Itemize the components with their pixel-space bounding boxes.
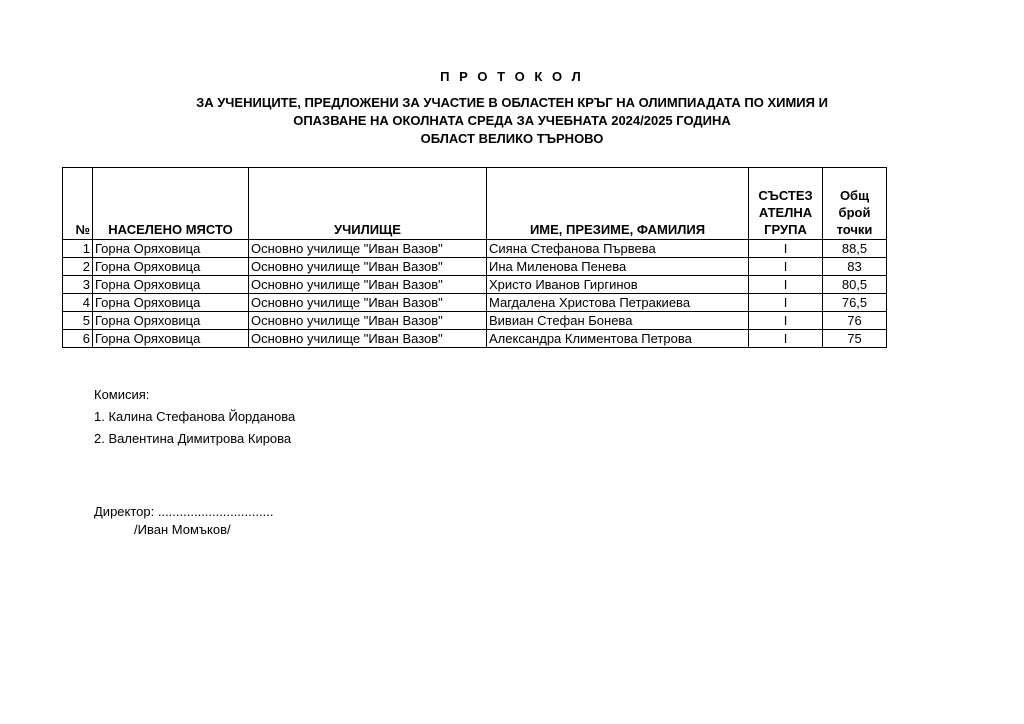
cell-name: Магдалена Христова Петракиева — [487, 294, 749, 312]
cell-no: 1 — [63, 240, 93, 258]
table-row — [63, 330, 887, 348]
cell-points: 76 — [823, 312, 887, 330]
cell-group: I — [749, 276, 823, 294]
cell-school: Основно училище "Иван Вазов" — [249, 294, 487, 312]
cell-place: Горна Оряховица — [93, 240, 249, 258]
cell-points: 75 — [823, 330, 887, 348]
column-header-school: УЧИЛИЩЕ — [249, 168, 487, 240]
table-row — [63, 312, 887, 330]
cell-points: 80,5 — [823, 276, 887, 294]
commission-member: 2. Валентина Димитрова Кирова — [94, 431, 292, 446]
table-row — [63, 258, 887, 276]
document-region: ОБЛАСТ ВЕЛИКО ТЪРНОВО — [420, 131, 604, 146]
cell-no: 6 — [63, 330, 93, 348]
director-name: /Иван Момъков/ — [134, 522, 231, 537]
column-header-points: Общ брой точки — [823, 168, 887, 240]
table-header-row — [63, 168, 887, 240]
cell-place: Горна Оряховица — [93, 294, 249, 312]
cell-name: Христо Иванов Гиргинов — [487, 276, 749, 294]
cell-school: Основно училище "Иван Вазов" — [249, 276, 487, 294]
cell-group: I — [749, 258, 823, 276]
director-signature-line: Директор: ................................ — [94, 504, 274, 519]
document-title: П Р О Т О К О Л — [440, 69, 584, 84]
cell-no: 3 — [63, 276, 93, 294]
document-subtitle-line-1: ЗА УЧЕНИЦИТЕ, ПРЕДЛОЖЕНИ ЗА УЧАСТИЕ В ОБЛАСТЕН КРЪГ НА ОЛИМПИАДАТА ПО ХИМИЯ И — [196, 95, 828, 110]
cell-name: Сияна Стефанова Първева — [487, 240, 749, 258]
cell-group: I — [749, 312, 823, 330]
cell-school: Основно училище "Иван Вазов" — [249, 240, 487, 258]
cell-no: 2 — [63, 258, 93, 276]
cell-school: Основно училище "Иван Вазов" — [249, 258, 487, 276]
cell-group: I — [749, 330, 823, 348]
cell-points: 76,5 — [823, 294, 887, 312]
cell-school: Основно училище "Иван Вазов" — [249, 330, 487, 348]
document-subtitle-line-2: ОПАЗВАНЕ НА ОКОЛНАТА СРЕДА ЗА УЧЕБНАТА 2024/2025 ГОДИНА — [293, 113, 731, 128]
director-block — [94, 503, 273, 539]
cell-name: Александра Климентова Петрова — [487, 330, 749, 348]
commission-label: Комисия: — [94, 387, 150, 402]
commission-member: 1. Калина Стефанова Йорданова — [94, 409, 296, 424]
cell-place: Горна Оряховица — [93, 258, 249, 276]
table-row — [63, 240, 887, 258]
cell-place: Горна Оряховица — [93, 330, 249, 348]
cell-name: Вивиан Стефан Бонева — [487, 312, 749, 330]
table-row — [63, 294, 887, 312]
cell-no: 5 — [63, 312, 93, 330]
cell-points: 88,5 — [823, 240, 887, 258]
cell-points: 83 — [823, 258, 887, 276]
column-header-no: № — [63, 168, 93, 240]
table-row — [63, 276, 887, 294]
column-header-place: НАСЕЛЕНО МЯСТО — [93, 168, 249, 240]
cell-group: I — [749, 240, 823, 258]
cell-no: 4 — [63, 294, 93, 312]
column-header-name: ИМЕ, ПРЕЗИМЕ, ФАМИЛИЯ — [487, 168, 749, 240]
cell-place: Горна Оряховица — [93, 312, 249, 330]
students-table — [62, 167, 887, 348]
column-header-group: СЪСТЕЗ АТЕЛНА ГРУПА — [749, 168, 823, 240]
cell-place: Горна Оряховица — [93, 276, 249, 294]
commission-block — [94, 386, 295, 452]
cell-school: Основно училище "Иван Вазов" — [249, 312, 487, 330]
cell-name: Ина Миленова Пенева — [487, 258, 749, 276]
cell-group: I — [749, 294, 823, 312]
